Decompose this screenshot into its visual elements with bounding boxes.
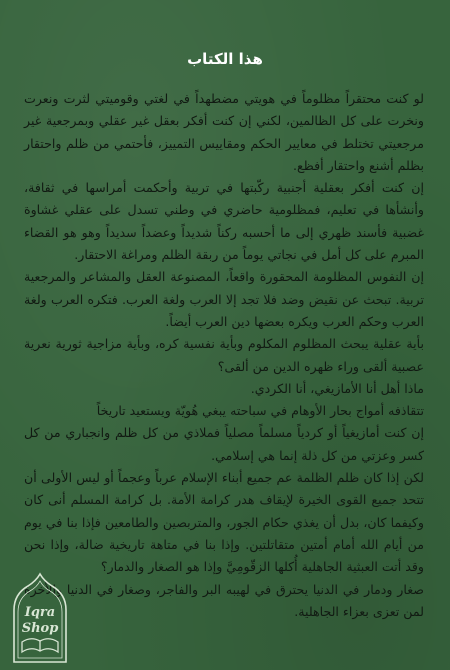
open-book-icon	[22, 639, 58, 652]
iqra-shop-logo	[6, 572, 74, 664]
blurb-text	[24, 88, 424, 623]
paragraph: إن كنت أمازيغياً أو كردياً مسلماً مصلياً فملاذي من كل ظلم وانجباري من كل كسر وعزتي من كل ذلة إنما هي إسلامي.	[24, 425, 424, 463]
paragraph: لو كنت محتقراً مظلوماً في هويتي مضطهداً في لغتي وقوميتي لثرت ونعرت ونخرت على كل الظالمين، لكني إن كنت أفكر بعقل غير عقلي وبمرجعية غير مرجعيتي تختلط في معايير الحكم ومقاييس التمييز، فأحتمي من ظلم واحتقار بظلم أشنع واحتقار أفظع.	[24, 91, 424, 173]
paragraph: إن كنت أفكر بعقلية أجنبية ركّبتها في تربية وأحكمت أمراسها في ثقافة، وأنشأها في تعليم، فمظلومية حاضري في وطني تسدل على عقلي غشاوة غضبية فأسند ظهري إلى ما أحسبه ركناً شديداً وعضداً سديداً وهو هو القضاء المبرم على كل أمل في نجاتي يوماً من ربقة الظلم ومراغة الاحتقار.	[24, 180, 424, 263]
logo-text-line1: Iqra	[24, 605, 56, 620]
paragraph: لكن إذا كان ظلم الظلمة عم جميع أبناء الإسلام عرباً وعجماً أو ليس الأولى أن تتحد جميع القوى الخيرة لإيقاف هدر كرامة الأمة. بل كرامة المسلم أنى كان وكيفما كان، بدل أن يغذي حكام الجور، والمتربصين والطامعين فإذا بنا في يوم من أيام الله أمام أمتين متقاتلتين. وإذا بنا في متاهة تاريخية ضالة، وإذا نحن وقد أتت العبثية الجاهلية أُكلها الزقّومِيَّ وإذا هو الصغار والدمار؟	[24, 470, 424, 575]
paragraph: إن النفوس المظلومة المحقورة واقعاً، المصنوعة العقل والمشاعر والمرجعية تربية. تبحث عن نقيض وضد فلا تجد إلا العرب ولغة العرب. فتكره العرب ولغة العرب وحكم العرب ويكره بعضها دين العرب أيضاً.	[24, 269, 424, 329]
page-title: هذا الكتاب	[187, 50, 263, 68]
paragraph: صغار ودمار في الدنيا يحترق في لهيبه البر والفاجر، وصغار في الدنيا والأخرة لمن تعزى بعزاء الجاهلية.	[24, 581, 424, 619]
paragraph: تتقاذفه أمواج بحار الأوهام في سباحته يبغي هُويّة ويستعيد تاريخاً	[96, 403, 424, 419]
paragraph: بأية عقلية يبحث المظلوم المكلوم وبأية نفسية كره، وبأية مزاجية ثورية نعرية عصبية ألقى وراء ظهره الدين من ألقى؟	[24, 336, 424, 374]
paragraph: ماذا أهل أنا الأمازيغي، أنا الكردي.	[250, 380, 424, 396]
logo-text-line2: Shop	[21, 621, 59, 636]
